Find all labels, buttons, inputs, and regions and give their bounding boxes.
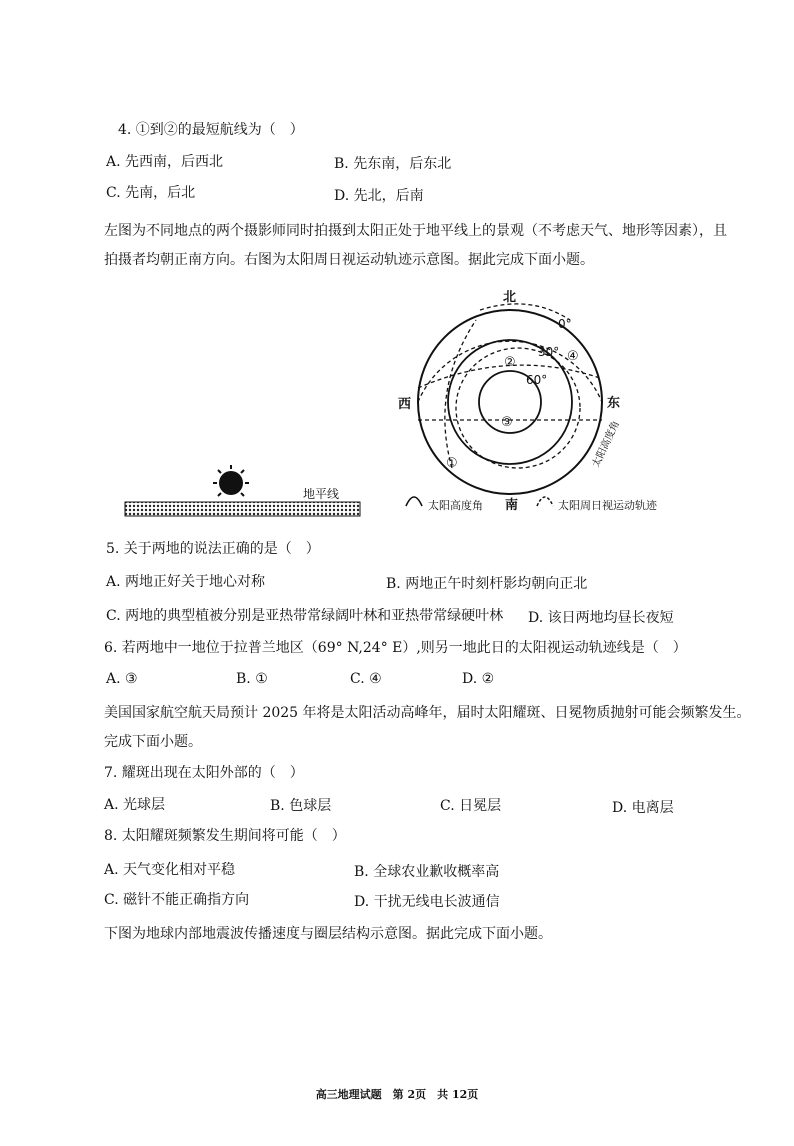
q4-option-b: B. 先东南，后东北 [334, 156, 452, 172]
intro-paragraph-2-line-1: 美国国家航空航天局预计 2025 年将是太阳活动高峰年，届时太阳耀斑、日冕物质抛射可能会频繁发生。 [104, 705, 751, 721]
degree-0-label: 0° [558, 317, 572, 331]
q5-stem: 5. 关于两地的说法正确的是（ ） [106, 541, 320, 557]
q8-option-c: C. 磁针不能正确指方向 [104, 892, 250, 908]
legend [406, 497, 658, 512]
north-label: 北 [503, 290, 517, 305]
q6-stem: 6. 若两地中一地位于拉普兰地区（69° N,24° E）,则另一地此日的太阳视运动轨迹线是（ ） [104, 640, 687, 656]
q4-option-c: C. 先南，后北 [106, 185, 196, 201]
q5-option-d: D. 该日两地均昼长夜短 [528, 610, 674, 626]
q7-stem: 7. 耀斑出现在太阳外部的（ ） [104, 765, 304, 781]
horizon-label: 地平线 [303, 487, 340, 501]
page-footer: 高三地理试题 第 2页 共 12页 [315, 1088, 479, 1101]
intro-paragraph-2-line-2: 完成下面小题。 [104, 734, 202, 750]
q5-option-b: B. 两地正午时刻杆影均朝向正北 [386, 576, 588, 592]
east-label: 东 [607, 396, 621, 411]
degree-30-label: 30° [538, 345, 560, 359]
marker-1: ① [446, 456, 458, 471]
legend-altitude-label: 太阳高度角 [428, 499, 483, 512]
q8-option-b: B. 全球农业歉收概率高 [354, 864, 500, 880]
marker-2: ② [504, 355, 516, 370]
q5-option-a: A. 两地正好关于地心对称 [106, 574, 266, 590]
q7-option-b: B. 色球层 [270, 798, 332, 814]
sun-path-arc-left [445, 320, 476, 468]
q8-option-d: D. 干扰无线电长波通信 [354, 894, 500, 910]
marker-4: ④ [567, 349, 579, 364]
q6-option-b: B. ① [236, 671, 268, 687]
degree-60-label: 60° [526, 373, 548, 387]
intro-paragraph-3: 下图为地球内部地震波传播速度与圈层结构示意图。据此完成下面小题。 [104, 926, 552, 942]
q6-option-d: D. ② [462, 671, 495, 687]
q7-option-d: D. 电离层 [612, 800, 674, 816]
west-label: 西 [398, 397, 412, 412]
legend-path-symbol [537, 497, 553, 506]
marker-3: ③ [501, 415, 513, 430]
figure [100, 280, 700, 520]
q7-option-a: A. 光球层 [104, 797, 166, 813]
q6-option-a: A. ③ [106, 671, 138, 687]
side-altitude-label: 太阳高度角 [590, 419, 622, 470]
legend-altitude-symbol [406, 497, 422, 506]
intro-paragraph-1-line-1: 左图为不同地点的两个摄影师同时拍摄到太阳正处于地平线上的景观（不考虑天气、地形等因素），且 [104, 223, 727, 239]
q8-stem: 8. 太阳耀斑频繁发生期间将可能（ ） [104, 828, 346, 844]
q7-option-c: C. 日冕层 [440, 798, 502, 814]
legend-path-label: 太阳周日视运动轨迹 [558, 499, 657, 512]
q4-stem: 4. ①到②的最短航线为（ ） [118, 122, 304, 138]
q8-option-a: A. 天气变化相对平稳 [104, 862, 236, 878]
q5-option-c: C. 两地的典型植被分别是亚热带常绿阔叶林和亚热带常绿硬叶林 [106, 608, 504, 624]
ground-band [125, 502, 360, 516]
q6-option-c: C. ④ [350, 671, 382, 687]
sun-icon [213, 465, 249, 496]
q4-option-d: D. 先北，后南 [334, 188, 424, 204]
horizon-figure [125, 465, 360, 516]
south-label: 南 [505, 498, 519, 513]
q4-option-a: A. 先西南，后西北 [106, 154, 224, 170]
intro-paragraph-1-line-2: 拍摄者均朝正南方向。右图为太阳周日视运动轨迹示意图。据此完成下面小题。 [104, 252, 594, 268]
